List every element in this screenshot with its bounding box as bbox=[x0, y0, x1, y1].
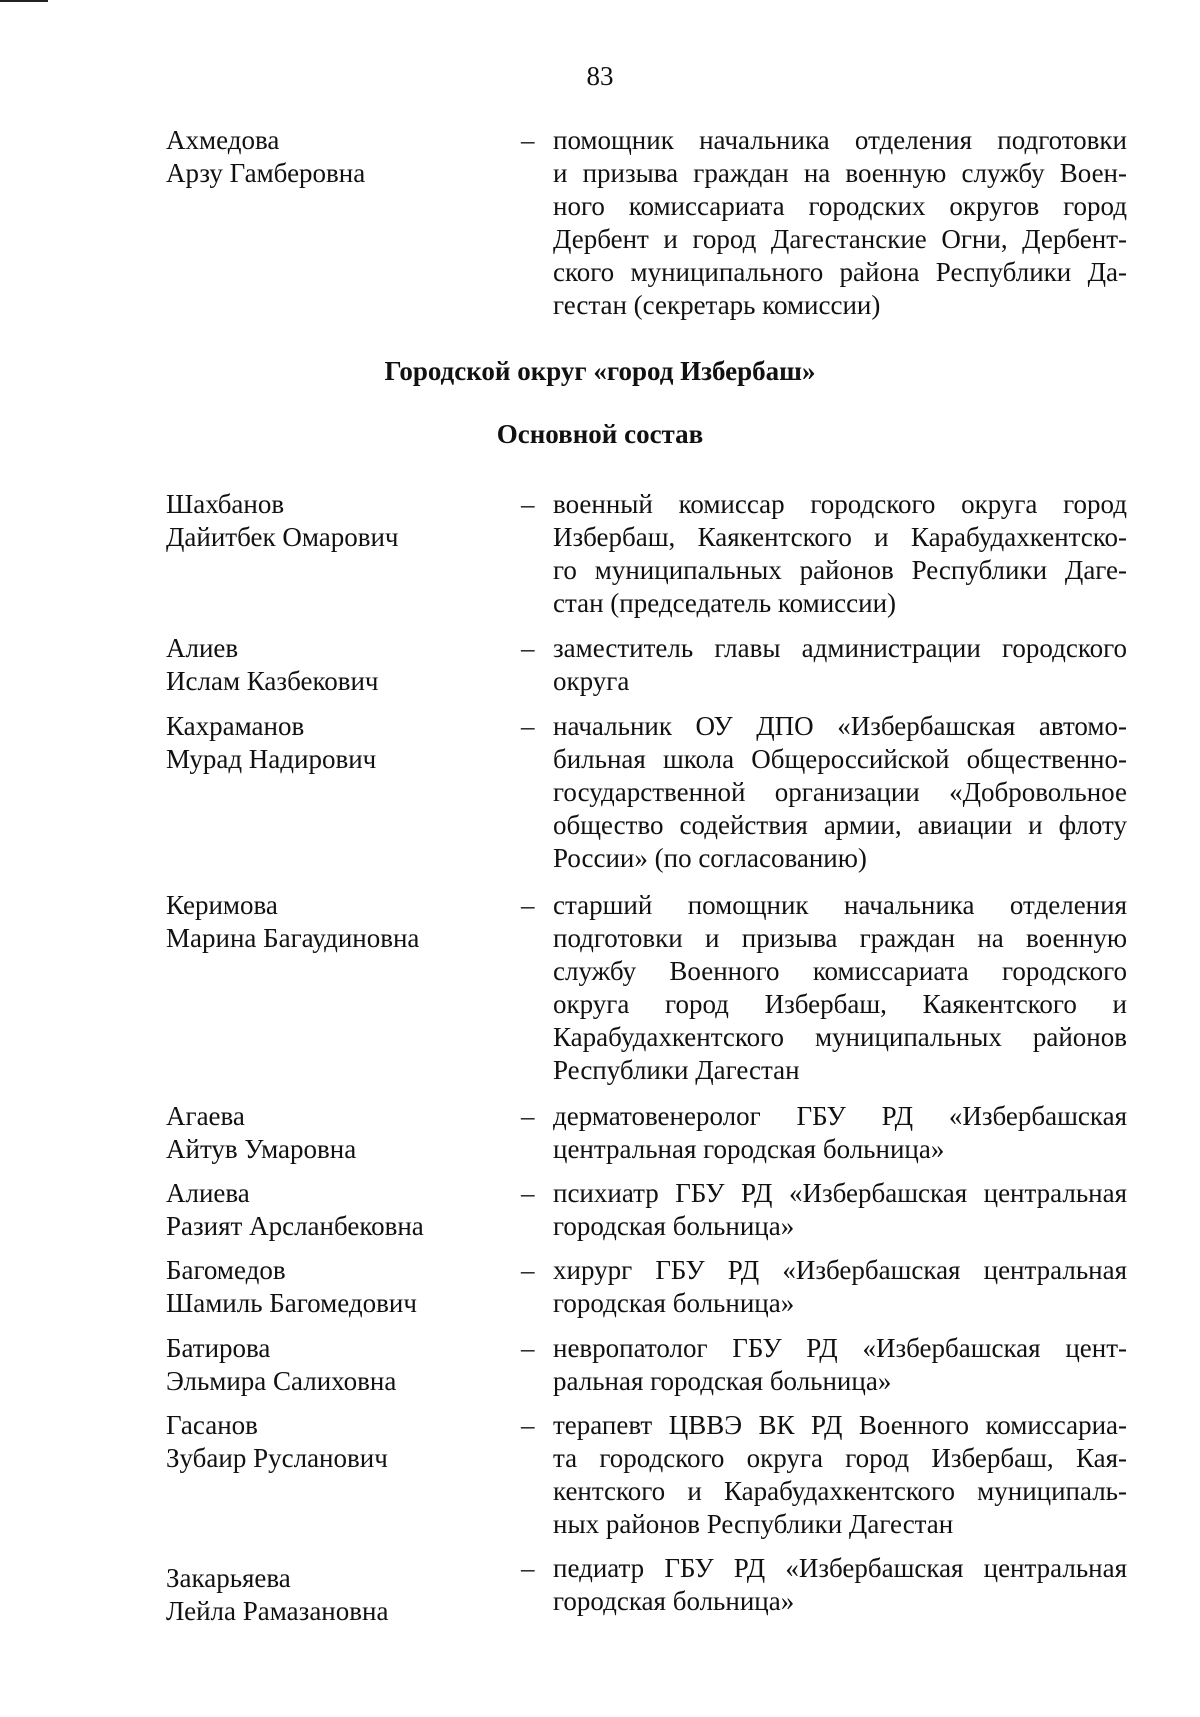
member-given-names: Дайитбек Омарович bbox=[166, 522, 399, 552]
member-surname: Шахбанов bbox=[166, 489, 285, 519]
entry-dash: – bbox=[521, 633, 535, 663]
role-line: гестан (секретарь комиссии) bbox=[553, 290, 881, 320]
role-line: подготовки и призыва граждан на военную bbox=[553, 923, 1127, 953]
role-line: и призыва граждан на военную службу Воен- bbox=[553, 158, 1127, 188]
member-surname: Батирова bbox=[166, 1333, 271, 1363]
member-surname: Кахраманов bbox=[166, 711, 305, 741]
member-surname: Гасанов bbox=[166, 1410, 258, 1440]
member-given-names: Арзу Гамберовна bbox=[166, 158, 366, 188]
role-line: общество содействия армии, авиации и флоту bbox=[553, 810, 1127, 840]
role-line: стан (председатель комиссии) bbox=[553, 588, 897, 618]
role-line: Карабудахкентского муниципальных районов bbox=[553, 1022, 1127, 1052]
member-given-names: Мурад Надирович bbox=[166, 744, 377, 774]
section-title: Городской округ «город Избербаш» bbox=[384, 356, 816, 386]
entry-dash: – bbox=[521, 711, 535, 741]
role-line: хирург ГБУ РД «Избербашская центральная bbox=[553, 1255, 1127, 1285]
role-line: государственной организации «Добровольное bbox=[553, 777, 1127, 807]
member-surname: Закарьяева bbox=[166, 1563, 291, 1593]
member-name bbox=[166, 1177, 506, 1243]
role-line: Избербаш, Каякентского и Карабудахкентско- bbox=[553, 522, 1127, 552]
role-line: заместитель главы администрации городского bbox=[553, 633, 1127, 663]
role-line: терапевт ЦВВЭ ВК РД Военного комиссариа- bbox=[553, 1410, 1127, 1440]
role-line: го муниципальных районов Республики Даге- bbox=[553, 555, 1127, 585]
member-name bbox=[166, 1100, 506, 1166]
member-given-names: Айтув Умаровна bbox=[166, 1134, 357, 1164]
role-line: Республики Дагестан bbox=[553, 1055, 800, 1085]
member-role bbox=[553, 1100, 1127, 1166]
member-role bbox=[553, 889, 1127, 1087]
role-line: ных районов Республики Дагестан bbox=[553, 1509, 954, 1539]
member-name bbox=[166, 1409, 506, 1475]
member-given-names: Зубаир Русланович bbox=[166, 1443, 388, 1473]
role-line: начальник ОУ ДПО «Избербашская автомо- bbox=[553, 711, 1127, 741]
role-line: России» (по согласованию) bbox=[553, 843, 867, 873]
role-line: округа город Избербаш, Каякентского и bbox=[553, 989, 1127, 1019]
member-role bbox=[553, 124, 1127, 322]
member-name bbox=[166, 889, 506, 955]
entry-dash: – bbox=[521, 890, 535, 920]
role-line: невропатолог ГБУ РД «Избербашская цент- bbox=[553, 1333, 1127, 1363]
role-line: дерматовенеролог ГБУ РД «Избербашская bbox=[553, 1101, 1127, 1131]
member-given-names: Лейла Рамазановна bbox=[166, 1596, 389, 1626]
entry-dash: – bbox=[521, 1178, 535, 1208]
role-line: военный комиссар городского округа город bbox=[553, 489, 1127, 519]
entry-dash: – bbox=[521, 1410, 535, 1440]
member-role bbox=[553, 632, 1127, 698]
scan-edge-line bbox=[0, 0, 48, 2]
member-name bbox=[166, 1562, 506, 1628]
role-line: центральная городская больница» bbox=[553, 1134, 945, 1164]
member-role bbox=[553, 710, 1127, 875]
entry-dash: – bbox=[521, 1333, 535, 1363]
member-given-names: Эльмира Салиховна bbox=[166, 1366, 397, 1396]
role-line: бильная школа Общероссийской общественно- bbox=[553, 744, 1127, 774]
member-surname: Алиева bbox=[166, 1178, 250, 1208]
member-given-names: Шамиль Багомедович bbox=[166, 1288, 417, 1318]
role-line: городская больница» bbox=[553, 1288, 795, 1318]
member-given-names: Ислам Казбекович bbox=[166, 666, 379, 696]
page-number: 83 bbox=[586, 61, 614, 91]
member-surname: Агаева bbox=[166, 1101, 245, 1131]
member-name bbox=[166, 710, 506, 776]
role-line: округа bbox=[553, 666, 630, 696]
member-given-names: Разият Арсланбековна bbox=[166, 1211, 424, 1241]
role-line: ского муниципального района Республики Да- bbox=[553, 257, 1127, 287]
role-line: ральная городская больница» bbox=[553, 1366, 892, 1396]
role-line: городская больница» bbox=[553, 1211, 795, 1241]
member-name bbox=[166, 124, 506, 190]
entry-dash: – bbox=[521, 125, 535, 155]
role-line: старший помощник начальника отделения bbox=[553, 890, 1127, 920]
member-given-names: Марина Багаудиновна bbox=[166, 923, 420, 953]
member-role bbox=[553, 1332, 1127, 1398]
entry-dash: – bbox=[521, 489, 535, 519]
member-surname: Керимова bbox=[166, 890, 278, 920]
member-name bbox=[166, 632, 506, 698]
role-line: службу Военного комиссариата городского bbox=[553, 956, 1127, 986]
entry-dash: – bbox=[521, 1101, 535, 1131]
member-name bbox=[166, 488, 506, 554]
member-surname: Алиев bbox=[166, 633, 239, 663]
role-line: педиатр ГБУ РД «Избербашская центральная bbox=[553, 1553, 1127, 1583]
member-role bbox=[553, 1177, 1127, 1243]
role-line: ного комиссариата городских округов город bbox=[553, 191, 1127, 221]
member-surname: Багомедов bbox=[166, 1255, 286, 1285]
member-role bbox=[553, 1409, 1127, 1541]
member-role bbox=[553, 1552, 1127, 1618]
role-line: та городского округа город Избербаш, Кая- bbox=[553, 1443, 1127, 1473]
entry-dash: – bbox=[521, 1255, 535, 1285]
member-role bbox=[553, 1254, 1127, 1320]
member-role bbox=[553, 488, 1127, 620]
member-name bbox=[166, 1332, 506, 1398]
role-line: психиатр ГБУ РД «Избербашская центральная bbox=[553, 1178, 1127, 1208]
role-line: Дербент и город Дагестанские Огни, Дербент- bbox=[553, 224, 1127, 254]
subsection-title: Основной состав bbox=[496, 419, 704, 449]
member-name bbox=[166, 1254, 506, 1320]
role-line: городская больница» bbox=[553, 1586, 795, 1616]
entry-dash: – bbox=[521, 1553, 535, 1583]
role-line: кентского и Карабудахкентского муниципаль- bbox=[553, 1476, 1127, 1506]
role-line: помощник начальника отделения подготовки bbox=[553, 125, 1127, 155]
member-surname: Ахмедова bbox=[166, 125, 280, 155]
